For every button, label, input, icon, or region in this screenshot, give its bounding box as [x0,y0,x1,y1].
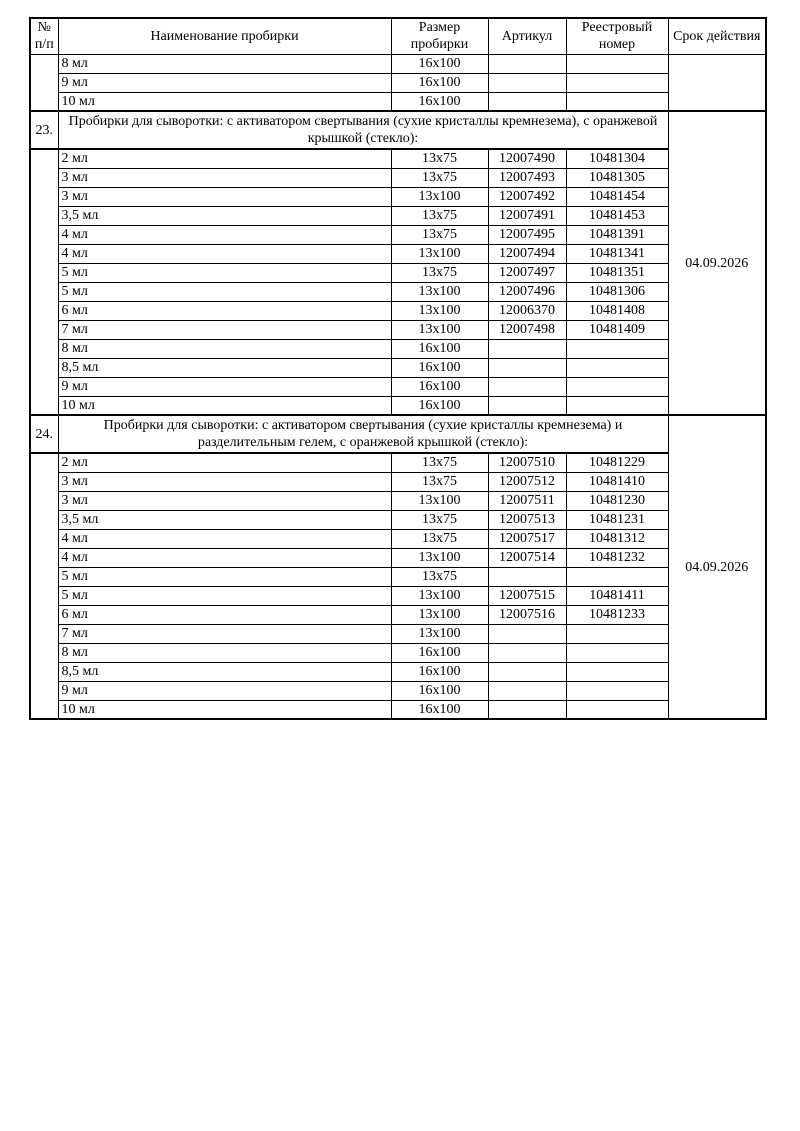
table-row [30,662,766,681]
registry-cell: 10481411 [566,586,668,605]
tube-size-cell: 13x75 [391,263,488,282]
tube-name-cell: 8,5 мл [58,662,391,681]
article-cell [488,700,566,719]
registry-cell: 10481231 [566,510,668,529]
article-cell: 12007496 [488,282,566,301]
table-row [30,92,766,111]
column-header-num-line1: № [37,20,51,36]
table-row [30,73,766,92]
validity-cell: 04.09.2026 [668,415,766,719]
article-cell: 12007491 [488,206,566,225]
tube-size-cell: 13x75 [391,206,488,225]
table-row [30,206,766,225]
registry-cell: 10481391 [566,225,668,244]
validity-cell [668,54,766,111]
table-row [30,624,766,643]
table-row [30,396,766,415]
tube-name-cell: 3 мл [58,168,391,187]
validity-cell: 04.09.2026 [668,111,766,415]
table-row [30,681,766,700]
article-cell [488,358,566,377]
table-container [29,17,767,720]
tube-name-cell: 6 мл [58,605,391,624]
tube-size-cell: 13x75 [391,472,488,491]
article-cell [488,54,566,73]
tube-size-cell: 13x100 [391,320,488,339]
tube-name-cell: 5 мл [58,282,391,301]
tube-size-cell: 16x100 [391,92,488,111]
tube-name-cell: 6 мл [58,301,391,320]
tube-size-cell: 16x100 [391,681,488,700]
tube-size-cell: 13x100 [391,301,488,320]
tube-size-cell: 13x75 [391,510,488,529]
section-header-row [30,415,766,453]
tube-size-cell: 13x75 [391,149,488,168]
table-row [30,377,766,396]
registry-cell: 10481306 [566,282,668,301]
article-cell: 12007495 [488,225,566,244]
registry-cell: 10481453 [566,206,668,225]
tube-name-cell: 10 мл [58,396,391,415]
tube-name-cell: 8 мл [58,54,391,73]
table-row [30,586,766,605]
tube-size-cell: 16x100 [391,339,488,358]
tube-name-cell: 4 мл [58,244,391,263]
registry-cell [566,377,668,396]
table-row [30,567,766,586]
tube-size-cell: 13x100 [391,586,488,605]
table-row [30,358,766,377]
tube-name-cell: 8 мл [58,643,391,662]
article-cell: 12007498 [488,320,566,339]
tube-size-cell: 13x100 [391,624,488,643]
table-row [30,339,766,358]
tube-size-cell: 16x100 [391,73,488,92]
tube-name-cell: 3,5 мл [58,510,391,529]
table-row [30,472,766,491]
article-cell: 12007513 [488,510,566,529]
article-cell [488,681,566,700]
tube-size-cell: 13x100 [391,187,488,206]
registry-cell: 10481305 [566,168,668,187]
registry-cell: 10481408 [566,301,668,320]
tube-name-cell: 8 мл [58,339,391,358]
article-cell: 12007512 [488,472,566,491]
tube-name-cell: 9 мл [58,377,391,396]
section-number-cell: 23. [30,111,58,149]
table-row [30,529,766,548]
article-cell [488,339,566,358]
section-header-row [30,111,766,149]
table-row [30,605,766,624]
header-row [30,18,766,54]
tube-name-cell: 7 мл [58,320,391,339]
tube-size-cell: 13x100 [391,548,488,567]
tube-size-cell: 16x100 [391,662,488,681]
table-row [30,453,766,472]
article-cell [488,92,566,111]
tube-name-cell: 3 мл [58,187,391,206]
tube-name-cell: 4 мл [58,225,391,244]
table-header [30,18,766,54]
column-header-article: Артикул [488,18,566,54]
table-row [30,320,766,339]
article-cell: 12007515 [488,586,566,605]
column-header-validity: Срок действия [668,18,766,54]
tube-size-cell: 16x100 [391,358,488,377]
article-cell: 12007497 [488,263,566,282]
tube-size-cell: 16x100 [391,377,488,396]
table-row [30,168,766,187]
registry-cell [566,681,668,700]
registry-cell [566,624,668,643]
row-number-cell [30,453,58,719]
tube-name-cell: 10 мл [58,92,391,111]
article-cell [488,377,566,396]
tube-name-cell: 8,5 мл [58,358,391,377]
column-header-registry: Реестровый номер [566,18,668,54]
registry-cell [566,567,668,586]
table-row [30,510,766,529]
section-title-cell: Пробирки для сыворотки: с активатором свертывания (сухие кристаллы кремнезема) и разделительным гелем, с оранжевой крышкой (стекло): [58,415,668,453]
table-row [30,244,766,263]
tube-size-cell: 16x100 [391,54,488,73]
table-row [30,187,766,206]
registry-cell: 10481351 [566,263,668,282]
tube-size-cell: 13x75 [391,567,488,586]
article-cell [488,643,566,662]
registry-cell: 10481341 [566,244,668,263]
tube-size-cell: 16x100 [391,643,488,662]
article-cell: 12007490 [488,149,566,168]
table-row [30,149,766,168]
row-number-cell [30,54,58,111]
table-body [30,54,766,719]
tube-size-cell: 13x100 [391,282,488,301]
registry-cell: 10481233 [566,605,668,624]
tube-name-cell: 4 мл [58,548,391,567]
article-cell: 12007511 [488,491,566,510]
article-cell: 12007516 [488,605,566,624]
article-cell [488,396,566,415]
section-number-cell: 24. [30,415,58,453]
article-cell [488,567,566,586]
article-cell: 12007492 [488,187,566,206]
column-header-num [30,18,58,54]
registry-cell: 10481409 [566,320,668,339]
table-row [30,643,766,662]
registry-cell: 10481410 [566,472,668,491]
registry-cell [566,662,668,681]
registry-cell [566,358,668,377]
table-row [30,282,766,301]
tube-name-cell: 5 мл [58,567,391,586]
tube-name-cell: 2 мл [58,453,391,472]
tube-name-cell: 5 мл [58,263,391,282]
registry-cell: 10481232 [566,548,668,567]
tube-size-cell: 13x100 [391,244,488,263]
tube-size-cell: 13x75 [391,453,488,472]
tube-size-cell: 16x100 [391,700,488,719]
tube-name-cell: 3 мл [58,491,391,510]
registry-cell: 10481304 [566,149,668,168]
column-header-size: Размер пробирки [391,18,488,54]
table-row [30,263,766,282]
section-title-cell: Пробирки для сыворотки: с активатором свертывания (сухие кристаллы кремнезема), с оранжевой крышкой (стекло): [58,111,668,149]
tube-name-cell: 9 мл [58,73,391,92]
tube-name-cell: 5 мл [58,586,391,605]
article-cell: 12006370 [488,301,566,320]
table-row [30,54,766,73]
article-cell [488,624,566,643]
registry-cell [566,339,668,358]
registry-cell [566,700,668,719]
tube-size-cell: 13x100 [391,491,488,510]
column-header-num-line2: п/п [34,37,54,53]
article-cell [488,73,566,92]
tube-size-cell: 13x75 [391,529,488,548]
registry-cell: 10481229 [566,453,668,472]
tube-name-cell: 9 мл [58,681,391,700]
registry-cell [566,54,668,73]
tube-name-cell: 10 мл [58,700,391,719]
table-row [30,301,766,320]
column-header-name: Наименование пробирки [58,18,391,54]
tube-size-cell: 16x100 [391,396,488,415]
registry-cell [566,73,668,92]
registry-cell [566,92,668,111]
table-row [30,548,766,567]
registry-cell: 10481312 [566,529,668,548]
table-row [30,225,766,244]
tube-name-cell: 2 мл [58,149,391,168]
article-cell: 12007494 [488,244,566,263]
table-row [30,700,766,719]
tube-name-cell: 3 мл [58,472,391,491]
tube-name-cell: 3,5 мл [58,206,391,225]
registry-cell [566,396,668,415]
table-row [30,491,766,510]
row-number-cell [30,149,58,415]
tube-name-cell: 4 мл [58,529,391,548]
article-cell: 12007514 [488,548,566,567]
tube-size-cell: 13x75 [391,168,488,187]
registry-cell [566,643,668,662]
article-cell [488,662,566,681]
article-cell: 12007510 [488,453,566,472]
registry-cell: 10481454 [566,187,668,206]
article-cell: 12007493 [488,168,566,187]
tube-size-cell: 13x100 [391,605,488,624]
tubes-registry-table [29,17,767,720]
registry-cell: 10481230 [566,491,668,510]
article-cell: 12007517 [488,529,566,548]
tube-name-cell: 7 мл [58,624,391,643]
tube-size-cell: 13x75 [391,225,488,244]
